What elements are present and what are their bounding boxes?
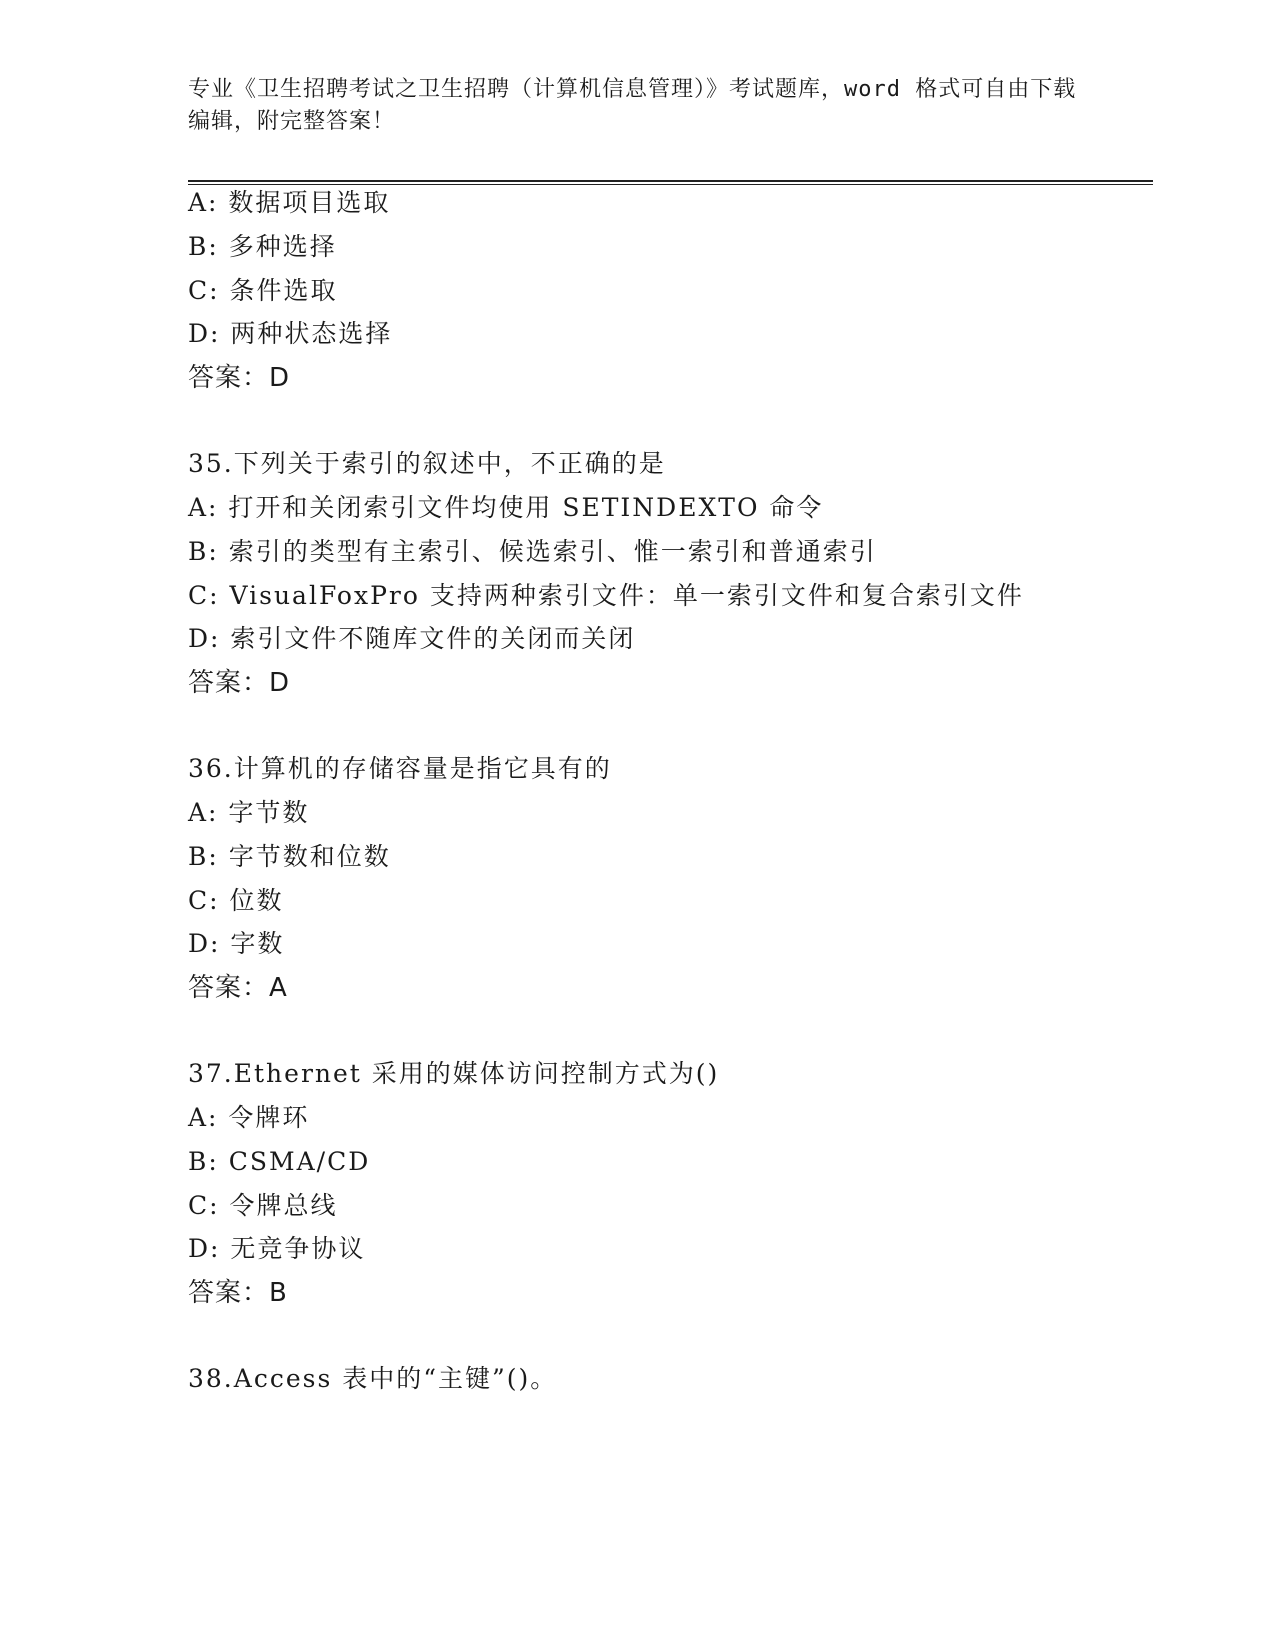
option-c: C: 条件选取 — [188, 276, 338, 305]
document-header: 专业《卫生招聘考试之卫生招聘（计算机信息管理）》考试题库，word 格式可自由下载编辑，附完整答案！ — [188, 77, 1077, 134]
option-c: C: VisualFoxPro 支持两种索引文件：单一索引文件和复合索引文件 — [188, 581, 1024, 610]
option-b: B: CSMA/CD — [188, 1147, 371, 1176]
option-b: B: 多种选择 — [188, 232, 337, 261]
question-stem: 38.Access 表中的“主键”()。 — [188, 1364, 558, 1393]
question-stem: 37.Ethernet 采用的媒体访问控制方式为() — [188, 1059, 720, 1088]
answer: 答案：B — [188, 1278, 288, 1308]
option-d: D: 字数 — [188, 929, 285, 958]
question-stem: 36.计算机的存储容量是指它具有的 — [188, 754, 612, 783]
option-d: D: 两种状态选择 — [188, 319, 393, 348]
option-b: B: 索引的类型有主索引、候选索引、惟一索引和普通索引 — [188, 537, 877, 566]
option-a: A: 打开和关闭索引文件均使用 SETINDEXTO 命令 — [188, 493, 824, 522]
header-rule-thin — [188, 184, 1153, 185]
option-a: A: 字节数 — [188, 798, 310, 827]
option-d: D: 索引文件不随库文件的关闭而关闭 — [188, 624, 636, 653]
option-c: C: 位数 — [188, 886, 284, 915]
option-b: B: 字节数和位数 — [188, 842, 391, 871]
answer: 答案：A — [188, 973, 288, 1003]
answer: 答案：D — [188, 668, 291, 698]
header-rule-thick — [188, 180, 1153, 182]
answer: 答案：D — [188, 363, 291, 393]
question-stem: 35.下列关于索引的叙述中，不正确的是 — [188, 449, 666, 478]
option-d: D: 无竞争协议 — [188, 1234, 366, 1263]
option-a: A: 数据项目选取 — [188, 188, 391, 217]
option-c: C: 令牌总线 — [188, 1191, 338, 1220]
option-a: A: 令牌环 — [188, 1103, 310, 1132]
